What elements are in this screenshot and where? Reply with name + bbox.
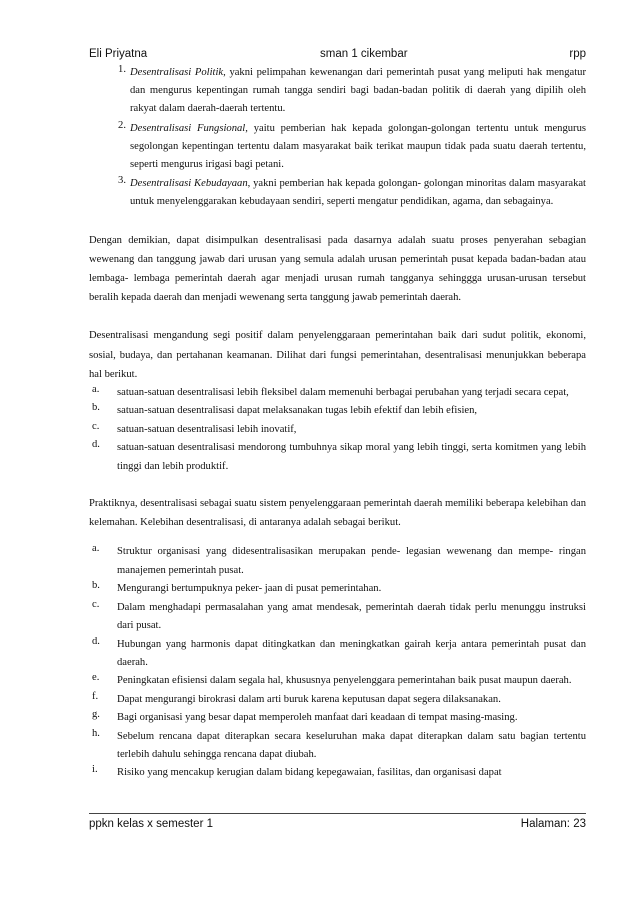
item-letter: c. [92, 420, 100, 432]
item-term: Desentralisasi Politik [130, 67, 224, 78]
item-letter: d. [92, 439, 100, 451]
header-school: sman 1 cikembar [320, 48, 408, 60]
list-item [89, 599, 586, 636]
item-letter: h. [92, 727, 100, 739]
item-text [130, 175, 586, 211]
list-item [89, 691, 586, 709]
item-letter: i. [92, 764, 98, 776]
item-letter: a. [92, 543, 100, 555]
item-text: Hubungan yang harmonis dapat ditingkatkan dan meningkatkan gairah kerja antara pemerintah pusat dan daerah. [117, 638, 586, 668]
item-text: Risiko yang mencakup kerugian dalam bidang kepegawaian, fasilitas, dan organisasi dapat [117, 767, 502, 779]
advantages-list [89, 543, 586, 782]
list-item [89, 580, 586, 598]
page-footer [89, 813, 586, 832]
item-letter: b. [92, 580, 100, 592]
item-letter: e. [92, 672, 100, 684]
item-text [130, 120, 586, 175]
item-term: Desentralisasi Fungsional [130, 122, 246, 134]
decentralization-types-list [89, 64, 586, 212]
item-text: satuan-satuan desentralisasi dapat melaksanakan tugas lebih efektif dan lebih efisien, [117, 405, 478, 417]
item-text: Sebelum rencana dapat diterapkan secara keseluruhan maka dapat diterapkan dalam satu bagian tertentu terlebih dahulu sehingga rencana dapat diubah. [117, 730, 586, 760]
list-item [89, 728, 586, 765]
item-letter: c. [92, 598, 100, 610]
list-item [89, 439, 586, 476]
item-description: , yakni pemberian hak kepada golongan- golongan minoritas dalam masyarakat untuk menyelenggarakan kebudayaan sendiri, seperti mengatur pendidikan, agama, dan sebagainya. [130, 178, 587, 208]
conclusion-paragraph: Dengan demikian, dapat disimpulkan desentralisasi pada dasarnya adalah suatu proses penyerahan sebagian wewenang dan tanggung jawab dari urusan yang semula adalah urusan pemerintah pusat kepada badan-badan atau lembaga- lembaga pemerintah daerah agar menjadi urusan rumah tangganya sehinggga urusan-urusan tersebut beralih kepada daerah dan menjadi wewenang serta tanggung jawab pemerintah daerah. [89, 234, 586, 304]
footer-course: ppkn kelas x semester 1 [89, 818, 214, 830]
list-item [89, 636, 586, 673]
header-author: Eli Priyatna [89, 48, 148, 60]
positive-aspects-paragraph: Desentralisasi mengandung segi positif dalam penyelenggaraan pemerintahan baik dari sudut politik, ekonomi, sosial, budaya, dan pertahanan keamanan. Dilihat dari fungsi pemerintahan, desentralisasi menunjukkan beberapa hal berikut. [89, 330, 586, 380]
list-item [89, 64, 586, 119]
footer-page-number: Halaman: 23 [520, 818, 586, 830]
item-letter: b. [92, 402, 100, 414]
item-letter: a. [92, 384, 100, 396]
list-item [89, 421, 586, 439]
item-text: Bagi organisasi yang besar dapat memperoleh manfaat dari keadaan di tempat masing-masing. [117, 712, 518, 724]
item-number: 1. [118, 64, 126, 75]
list-item [89, 672, 586, 690]
list-item [89, 175, 586, 211]
item-number: 2. [118, 119, 126, 131]
item-text: Struktur organisasi yang didesentralisasikan merupakan pende- legasian wewenang dan mempe- ringan manajemen pemerintah pusat. [117, 546, 586, 576]
header-doc-type: rpp [569, 48, 586, 60]
item-description: , yakni pelimpahan kewenangan dari pemerintah pusat yang meliputi hak mengatur dan mengurus kepentingan rumah tangga sendiri bagi badan-badan politik di daerah yang dipilih oleh rakyat dalam daerah-daerah tertentu. [130, 67, 586, 115]
list-item [89, 384, 586, 402]
list-item [89, 709, 586, 727]
list-item [89, 543, 586, 580]
item-text: Peningkatan efisiensi dalam segala hal, khususnya penyelenggara pemerintahan baik pusat maupun daerah. [117, 675, 572, 687]
practice-paragraph: Praktiknya, desentralisasi sebagai suatu sistem penyelenggaraan pemerintah daerah memiliki beberapa kelebihan dan kelemahan. Kelebihan desentralisasi, di antaranya adalah sebagai berikut. [89, 498, 586, 529]
list-item [89, 764, 586, 782]
item-text: Dalam menghadapi permasalahan yang amat mendesak, pemerintah daerah tidak perlu menunggu instruksi dari pusat. [117, 601, 586, 632]
item-text: Dapat mengurangi birokrasi dalam arti buruk karena keputusan dapat segera dilaksanakan. [117, 693, 501, 705]
list-item [89, 402, 586, 420]
item-text: Mengurangi bertumpuknya peker- jaan di pusat pemerintahan. [117, 583, 382, 595]
page-body [89, 64, 586, 783]
item-text: satuan-satuan desentralisasi lebih inovatif, [117, 423, 297, 435]
item-text [130, 64, 586, 119]
item-text: satuan-satuan desentralisasi lebih fleksibel dalam memenuhi berbagai perubahan yang terjadi secara cepat, [117, 387, 569, 399]
page-header [89, 48, 586, 64]
item-number: 3. [118, 175, 126, 187]
list-item [89, 120, 586, 175]
item-letter: g. [92, 709, 100, 721]
item-letter: d. [92, 635, 100, 647]
item-text: satuan-satuan desentralisasi mendorong tumbuhnya sikap moral yang lebih tinggi, serta komitmen yang lebih tinggi dan lebih produktif. [117, 442, 586, 472]
positive-aspects-list [89, 384, 586, 476]
item-description: , yaitu pemberian hak kepada golongan-golongan tertentu untuk mengurus segolongan kepentingan tertentu dalam masyarakat baik terikat maupun tidak pada suatu daerah tertentu, seperti mengurus irigasi bagi petani. [130, 122, 587, 171]
item-letter: f. [92, 690, 99, 702]
item-term: Desentralisasi Kebudayaan [130, 178, 248, 190]
